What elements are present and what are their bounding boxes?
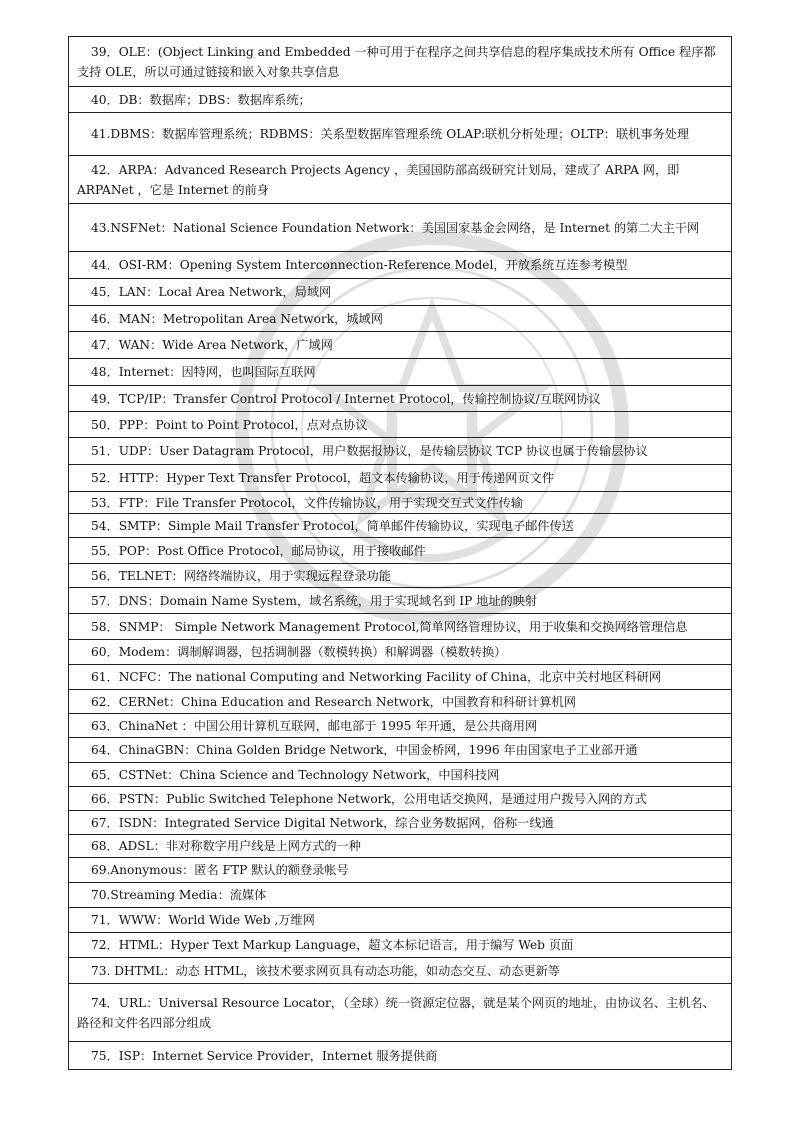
- table-cell: [69, 306, 732, 332]
- table-cell: [69, 811, 732, 835]
- table-row: [69, 359, 732, 386]
- entry-text: 71．WWW：World Wide Web ,万维网: [91, 913, 315, 927]
- table-row: [69, 37, 732, 87]
- table-cell: [69, 113, 732, 156]
- entry-text: 75．ISP：Internet Service Provider，Internet 服务提供商: [91, 1048, 438, 1063]
- entry-text: 55．POP：Post Office Protocol，邮局协议，用于接收邮件: [91, 543, 426, 558]
- table-cell: [69, 332, 732, 359]
- table-row: [69, 614, 732, 640]
- table-cell: [69, 412, 732, 438]
- entry-text: 66．PSTN：Public Switched Telephone Network，公用电话交换网，是通过用户拨号入网的方式: [91, 791, 647, 806]
- table-row: [69, 908, 732, 933]
- entry-text: 42．ARPA：Advanced Research Projects Agency ，美国国防部高级研究计划局，建成了 ARPA 网，即 ARPANet ，它是 Internet 的前身: [77, 162, 680, 197]
- table-row: [69, 835, 732, 858]
- table-row: [69, 1042, 732, 1070]
- entry-text: 70.Streaming Media：流媒体: [91, 888, 267, 902]
- table-cell: [69, 1042, 732, 1070]
- table-cell: [69, 465, 732, 492]
- entry-text: 48．Internet：因特网，也叫国际互联网: [91, 365, 316, 379]
- table-cell: [69, 37, 732, 87]
- table-row: [69, 87, 732, 113]
- entry-text: 67．ISDN：Integrated Service Digital Network，综合业务数据网，俗称一线通: [91, 815, 554, 830]
- entry-text: 54．SMTP：Simple Mail Transfer Protocol，简单邮件传输协议，实现电子邮件传送: [91, 518, 574, 533]
- table-row: [69, 252, 732, 279]
- entry-text: 63．ChinaNet ：中国公用计算机互联网，邮电部于 1995 年开通，是公共商用网: [91, 718, 538, 733]
- table-row: [69, 492, 732, 514]
- table-row: [69, 438, 732, 465]
- table-cell: [69, 614, 732, 640]
- table-row: [69, 588, 732, 614]
- entry-text: 61．NCFC：The national Computing and Networking Facility of China，北京中关村地区科研网: [91, 670, 662, 684]
- table-row: [69, 306, 732, 332]
- table-cell: [69, 492, 732, 514]
- entry-text: 69.Anonymous：匿名 FTP 默认的额登录帐号: [91, 863, 349, 877]
- table-row: [69, 332, 732, 359]
- table-cell: [69, 933, 732, 958]
- table-row: [69, 412, 732, 438]
- entry-text: 49．TCP/IP：Transfer Control Protocol / Internet Protocol，传输控制协议/互联网协议: [91, 391, 601, 406]
- table-row: [69, 514, 732, 538]
- table-cell: [69, 665, 732, 690]
- entry-text: 65．CSTNet：China Science and Technology Network，中国科技网: [91, 767, 500, 782]
- table-cell: [69, 958, 732, 984]
- table-row: [69, 984, 732, 1042]
- table-cell: [69, 738, 732, 763]
- table-cell: [69, 835, 732, 858]
- table-row: [69, 465, 732, 492]
- table-row: [69, 564, 732, 588]
- table-row: [69, 811, 732, 835]
- entry-text: 52．HTTP：Hyper Text Transfer Protocol，超文本传输协议，用于传递网页文件: [91, 471, 555, 485]
- table-cell: [69, 908, 732, 933]
- table-cell: [69, 204, 732, 252]
- entry-text: 62．CERNet：China Education and Research Network，中国教育和科研计算机网: [91, 694, 576, 709]
- table-cell: [69, 787, 732, 811]
- table-cell: [69, 252, 732, 279]
- table-cell: [69, 87, 732, 113]
- table-cell: [69, 438, 732, 465]
- entry-text: 50．PPP：Point to Point Protocol，点对点协议: [91, 417, 368, 432]
- table-row: [69, 738, 732, 763]
- table-cell: [69, 564, 732, 588]
- table-cell: [69, 359, 732, 386]
- table-cell: [69, 984, 732, 1042]
- table-cell: [69, 858, 732, 883]
- entry-text: 72．HTML：Hyper Text Markup Language，超文本标记语言，用于编写 Web 页面: [91, 938, 574, 952]
- entry-text: 39．OLE：(Object Linking and Embedded 一种可用于在程序之间共享信息的程序集成技术所有 Office 程序都支持 OLE，所以可通过链接和嵌入对象共享信息: [77, 44, 716, 79]
- entry-text: 57．DNS：Domain Name System，域名系统，用于实现域名到 IP 地址的映射: [91, 593, 538, 608]
- table-cell: [69, 386, 732, 412]
- table-row: [69, 958, 732, 984]
- entry-text: 45．LAN：Local Area Network，局域网: [91, 285, 332, 299]
- table-cell: [69, 640, 732, 665]
- entry-text: 73. DHTML：动态 HTML，该技术要求网页具有动态功能，如动态交互、动态更新等: [91, 963, 560, 978]
- table-cell: [69, 156, 732, 204]
- table-row: [69, 714, 732, 738]
- table-row: [69, 883, 732, 908]
- table-cell: [69, 690, 732, 714]
- table-cell: [69, 763, 732, 787]
- table-row: [69, 640, 732, 665]
- entry-text: 68．ADSL：非对称数字用户线是上网方式的一种: [91, 839, 361, 853]
- entry-text: 44．OSI-RM：Opening System Interconnection-Reference Model，开放系统互连参考模型: [91, 258, 628, 272]
- table-row: [69, 858, 732, 883]
- table-row: [69, 386, 732, 412]
- entry-text: 58．SNMP： Simple Network Management Protocol,简单网络管理协议，用于收集和交换网络管理信息: [91, 619, 688, 634]
- entry-text: 41.DBMS：数据库管理系统；RDBMS：关系型数据库管理系统 OLAP:联机分析处理；OLTP：联机事务处理: [91, 127, 690, 141]
- table-row: [69, 787, 732, 811]
- table-cell: [69, 279, 732, 306]
- entry-text: 60．Modem：调制解调器，包括调制器（数模转换）和解调器（模数转换）: [91, 645, 507, 659]
- entry-text: 51．UDP：User Datagram Protocol，用户数据报协议，是传输层协议 TCP 协议也属于传输层协议: [91, 444, 648, 458]
- table-cell: [69, 883, 732, 908]
- table-row: [69, 665, 732, 690]
- table-row: [69, 690, 732, 714]
- entry-text: 46．MAN：Metropolitan Area Network，城域网: [91, 311, 383, 326]
- table-row: [69, 113, 732, 156]
- table-row: [69, 156, 732, 204]
- entry-text: 40．DB：数据库；DBS：数据库系统；: [91, 92, 311, 107]
- table-row: [69, 933, 732, 958]
- entry-text: 56．TELNET：网络终端协议，用于实现远程登录功能: [91, 568, 391, 583]
- entry-text: 64．ChinaGBN：China Golden Bridge Network，中国金桥网，1996 年由国家电子工业部开通: [91, 743, 638, 757]
- table-row: [69, 204, 732, 252]
- table-cell: [69, 538, 732, 564]
- table-row: [69, 538, 732, 564]
- glossary-table: [68, 36, 732, 1070]
- entry-text: 47．WAN：Wide Area Network，广域网: [91, 338, 333, 352]
- table-cell: [69, 588, 732, 614]
- table-row: [69, 279, 732, 306]
- table-cell: [69, 714, 732, 738]
- entry-text: 43.NSFNet：National Science Foundation Network：美国国家基金会网络，是 Internet 的第二大主干网: [91, 220, 700, 235]
- entry-text: 53．FTP：File Transfer Protocol，文件传输协议，用于实现交互式文件传输: [91, 495, 523, 510]
- table-cell: [69, 514, 732, 538]
- entry-text: 74．URL：Universal Resource Locator，（全球）统一资源定位器，就是某个网页的地址，由协议名、主机名、路径和文件名四部分组成: [77, 995, 715, 1030]
- table-row: [69, 763, 732, 787]
